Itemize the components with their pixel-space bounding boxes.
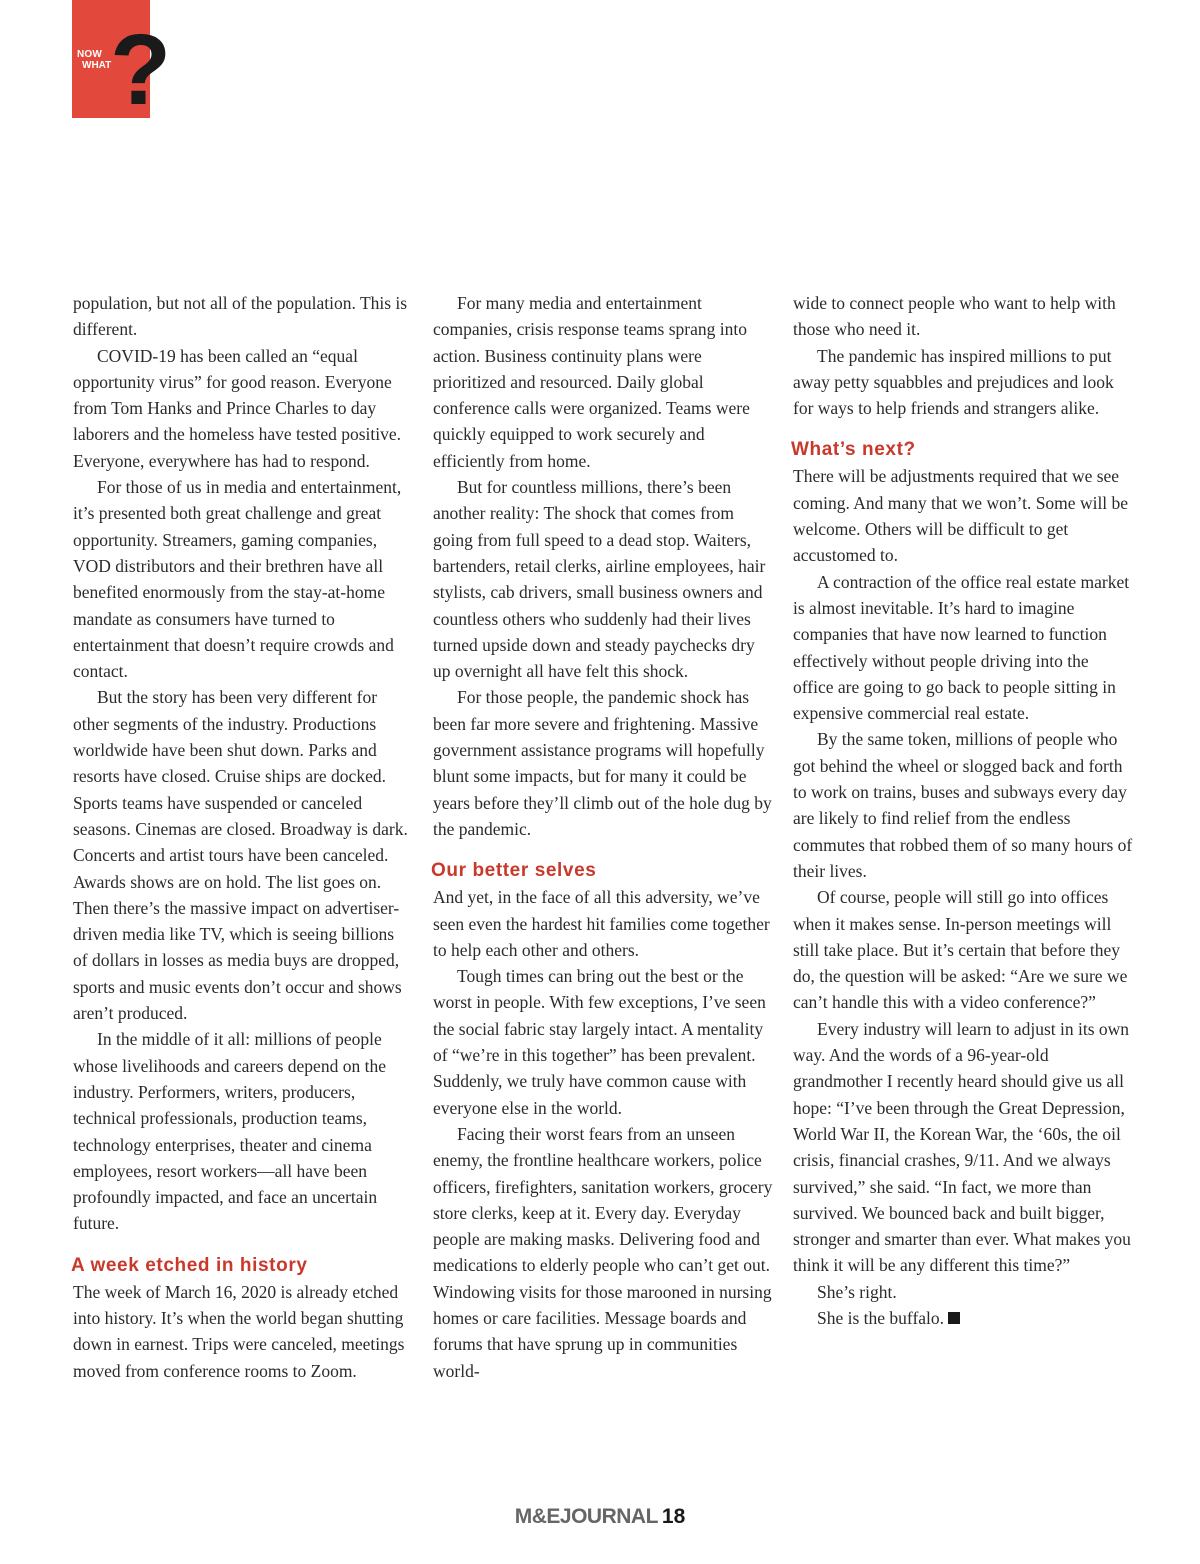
page-footer (0, 1504, 1200, 1530)
paragraph: population, but not all of the population. This is different. (73, 293, 408, 340)
paragraph: COVID-19 has been called an “equal opportunity virus” for good reason. Everyone from Tom Hanks and Prince Charles to day laborers and the homeless have tested positive. Everyone, everywhere has had to respond. (73, 345, 402, 471)
paragraph: By the same token, millions of people who got behind the wheel or slogged back and forth to work on trains, buses and subways every day are likely to find relief from the endless commutes that robbed them of so many hours of their lives. (793, 729, 1133, 881)
paragraph: A contraction of the office real estate market is almost inevitable. It’s hard to imagine companies that have now learned to function effectively without people driving into the office are going to go back to people sitting in expensive commercial real estate. (793, 571, 1130, 724)
now-what-badge (72, 0, 172, 126)
paragraph: Every industry will learn to adjust in its own way. And the words of a 96-year-old grandmother I recently heard should give us all hope: “I’ve been through the Great Depression, World War II, the Korean War, the ‘60s, the oil crisis, financial crashes, 9/11. And we always survived,” she said. “In fact, we more than survived. We bounced back and built bigger, stronger and smarter than ever. What makes you think it will be any different this time?” (793, 1018, 1131, 1276)
page-number: 18 (661, 1505, 686, 1528)
badge-line-what: WHAT (82, 60, 112, 71)
paragraph: The week of March 16, 2020 is already etched into history. It’s when the world began shutting down in earnest. Trips were canceled, meetings moved from conference rooms to Zoom. (73, 1281, 405, 1381)
question-mark-icon: ? (110, 14, 172, 126)
paragraph: There will be adjustments required that we see coming. And many that we won’t. Some will be welcome. Others will be difficult to get accustomed to. (793, 466, 1129, 566)
paragraph: But the story has been very different for other segments of the industry. Productions worldwide have been shut down. Parks and resorts have closed. Cruise ships are docked. Sports teams have suspended or canceled seasons. Cinemas are closed. Broadway is dark. Concerts and artist tours have been canceled. Awards shows are on hold. The list goes on. Then there’s the massive impact on advertiser-driven media like TV, which is seeing billions of dollars in losses as media buys are dropped, sports and music events don’t occur and shows aren’t produced. (73, 687, 408, 1024)
closing-paragraph (793, 1305, 1133, 1331)
closing-text: She is the buffalo. (817, 1307, 945, 1328)
paragraph: Facing their worst fears from an unseen enemy, the frontline healthcare workers, police officers, firefighters, sanitation workers, grocery store clerks, keep at it. Every day. Everyday people are making masks. Delivering food and medications to elderly people who can’t get out. Windowing visits for those marooned in nursing homes or care facilities. Message boards and forums that have sprung up in communities world- (433, 1123, 773, 1381)
paragraph: wide to connect people who want to help with those who need it. (793, 293, 1116, 340)
end-mark-icon (948, 1312, 960, 1324)
paragraph: But for countless millions, there’s been another reality: The shock that comes from going from full speed to a dead stop. Waiters, bartenders, retail clerks, airline employees, hair stylists, cab drivers, small business owners and countless others who suddenly had their lives turned upside down and steady paychecks dry up overnight all have felt this shock. (433, 477, 766, 682)
paragraph: For many media and entertainment companies, crisis response teams sprang into action. Business continuity plans were prioritized and resourced. Daily global conference calls were organized. Teams were quickly equipped to work securely and efficiently from home. (433, 293, 750, 471)
paragraph: The pandemic has inspired millions to put away petty squabbles and prejudices and look for ways to help friends and strangers alike. (793, 345, 1114, 419)
section-heading: Our better selves (431, 860, 597, 882)
paragraph: And yet, in the face of all this adversity, we’ve seen even the hardest hit families come together to help each other and others. (433, 887, 770, 960)
paragraph: For those people, the pandemic shock has been far more severe and frightening. Massive government assistance programs will hopefully blunt some impacts, but for many it could be years before they’ll climb out of the hole dug by the pandemic. (433, 687, 772, 839)
paragraph: She’s right. (817, 1281, 897, 1302)
article-column-1 (73, 290, 413, 1384)
paragraph: For those of us in media and entertainment, it’s presented both great challenge and great opportunity. Streamers, gaming companies, VOD distributors and their brethren have all benefited enormously from the stay-at-home mandate as consumers have turned to entertainment that doesn’t require crowds and contact. (73, 477, 402, 682)
badge-line-now: NOW (77, 49, 103, 60)
publication-name: M&EJOURNAL (514, 1505, 658, 1528)
paragraph: Tough times can bring out the best or the worst in people. With few exceptions, I’ve seen the social fabric stay largely intact. A mentality of “we’re in this together” has been prevalent. Suddenly, we truly have common cause with everyone else in the world. (433, 966, 766, 1118)
paragraph: In the middle of it all: millions of people whose livelihoods and careers depend on the industry. Performers, writers, producers, technical professionals, production teams, technology enterprises, theater and cinema employees, resort workers—all have been profoundly impacted, and face an uncertain future. (73, 1029, 386, 1234)
section-heading: A week etched in history (71, 1254, 308, 1276)
article-column-3 (793, 290, 1133, 1331)
article-column-2 (433, 290, 773, 1384)
section-heading: What’s next? (791, 439, 916, 461)
paragraph: Of course, people will still go into offices when it makes sense. In-person meetings will still take place. But it’s certain that before they do, the question will be asked: “Are we sure we can’t handle this with a video conference?” (793, 887, 1128, 1013)
